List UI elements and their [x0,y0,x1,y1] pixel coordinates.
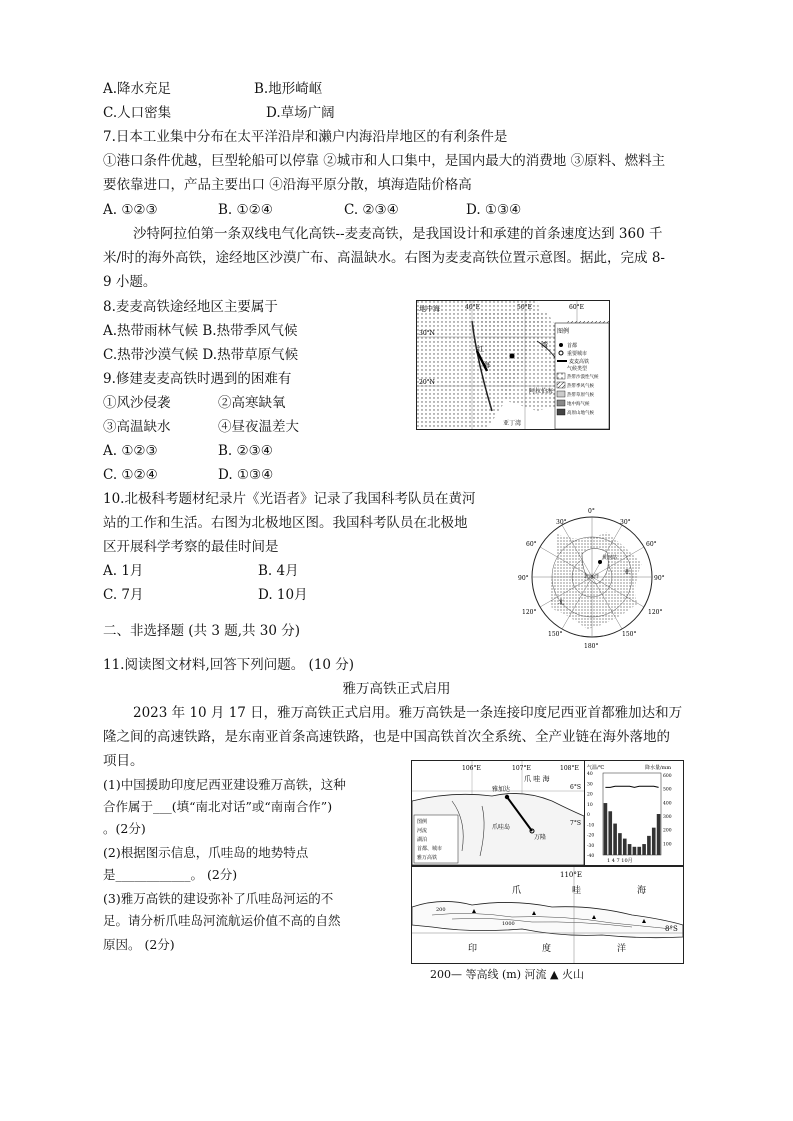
precip-bar [633,847,637,855]
q11-s3c: 原因。 (2分) [103,937,175,952]
saudi-legend-climate: 气候类型 [567,366,588,372]
temp-line [605,786,658,787]
arctic-r60: 60° [646,541,657,548]
java-legend-city: 首都、城市 [417,846,443,852]
arctic-na: 北 [558,599,565,606]
q11-s2a: (2)根据图示信息，爪哇岛的地势特点 [103,845,309,860]
q7-option-a: A. ①②③ [103,202,158,218]
arctic-l120: 120° [522,609,537,616]
arctic-station: 黄河站 [602,555,618,561]
saudi-legend-title: 图例 [557,328,570,335]
java-c200: 200 [436,907,446,913]
java-legend-lake: 湖泊 [417,837,428,843]
q8-line2: C.热带沙漠气候 D.热带草原气候 [103,347,299,363]
saudi-arabian-sea: 阿拉伯海 [529,388,554,395]
java-legend-river: 河流 [417,828,428,834]
java-legend-title: 图例 [417,819,428,825]
java-lat7: 7°S [570,820,581,827]
saudi-climate2: 热带季风气候 [567,384,594,389]
precip-tick: 300 [663,815,672,820]
java-sea-a: 爪 [512,886,522,896]
java-jakarta: 雅加达 [492,786,511,793]
q6-option-d: D.草场广阔 [266,105,335,121]
temp-tick: -20 [587,833,595,839]
q10-line1: 10.北极科考题材纪录片《光语者》记录了我国科考队员在黄河 [103,491,476,507]
saudi-lat30: 30°N [419,330,435,337]
temp-tick: -10 [587,823,595,829]
q10-option-c: C. 7月 [103,587,144,603]
java-sea-b: 哇 [572,886,582,896]
q9-option-c: C. ①②④ [103,467,158,483]
saudi-sea-label: 地中海 [419,305,440,313]
saudi-red-sea: 红 [477,345,484,353]
q10-line2: 站的工作和生活。右图为北极地区图。我国科考队员在北极地 [103,515,468,531]
saudi-persian: 湾 [541,341,548,349]
arctic-asia: 亚 [624,569,631,576]
q7-line1: ①港口条件优越，巨型轮船可以停靠 ②城市和人口集中，是国内最大的消费地 ③原料、燃料主 [103,153,666,169]
java-indian-b: 度 [542,944,552,954]
q7-option-d: D. ①③④ [466,202,522,218]
climate-precip-label: 降水量/mm [645,765,672,771]
q7-line2: 要依靠进口，产品主要出口 ④沿海平原分散，填海造陆价格高 [103,177,472,193]
java-c1000: 1000 [502,921,515,927]
q11-s1b: 合作属于___(填“南北对话”或“南南合作”) [103,799,333,814]
q11-s1a: (1)中国援助印度尼西亚建设雅万高铁，这种 [103,777,346,792]
q7-option-b: B. ①②④ [218,202,273,218]
q11-title: 雅万高铁正式启用 [342,681,451,697]
java-indian-a: 印 [468,944,478,954]
saudi-aden: 亚丁湾 [503,420,522,427]
precip-bar [637,847,641,855]
saudi-lon50: 50°E [517,304,533,311]
arctic-r90: 90° [654,575,665,582]
arctic-r150: 150° [622,631,637,638]
intro-line1: 沙特阿拉伯第一条双线电气化高铁--麦麦高铁，是我国设计和承建的首条速度达到 360 千 [133,226,663,242]
q7-option-c: C. ②③④ [344,202,399,218]
intro-line2: 米/时的海外高铁，途经地区沙漠广布、高温缺水。右图为麦麦高铁位置示意图。据此，完成 8- [103,250,665,266]
q11-s3a: (3)雅万高铁的建设弥补了爪哇岛河运的不 [103,891,334,906]
arctic-r30: 30° [620,519,631,526]
map-saudi-railway [416,300,610,430]
saudi-legend-city: 重要城市 [567,351,588,357]
precip-bar [652,828,656,855]
q9-item1: ①风沙侵袭 [103,395,171,411]
q6-option-a: A.降水充足 [103,81,172,97]
java-lon110: 110°E [560,871,582,879]
q11-s1c: 。(2分) [103,821,146,836]
java-bottom-legend: 200— 等高线 (m) 河流 ▲ 火山 [430,968,584,981]
q11-p1: 2023 年 10 月 17 日，雅万高铁正式启用。雅万高铁是一条连接印度尼西亚首都雅加达和万 [133,705,683,721]
precip-bar [657,814,661,855]
java-sea-c: 海 [637,886,647,896]
q8-line1: A.热带雨林气候 B.热带季风气候 [103,323,298,339]
temp-tick: -30 [587,843,595,849]
q9-item4: ④昼夜温差大 [218,419,299,435]
precip-tick: 100 [663,842,672,848]
java-lon106: 106°E [462,765,481,772]
java-island: 爪哇岛 [492,824,511,831]
saudi-legend-capital: 首都 [567,343,578,349]
q9-option-d: D. ①③④ [218,467,274,483]
map-java-inset [411,760,585,866]
q9-stem: 9.修建麦麦高铁时遇到的困难有 [103,371,292,387]
section2-heading: 二、非选择题 (共 3 题,共 30 分) [103,623,301,639]
q10-option-a: A. 1月 [103,563,144,579]
q11-stem: 11.阅读图文材料,回答下列问题。 (10 分) [103,657,355,673]
java-bandung: 万隆 [534,834,547,841]
q11-p3: 项目。 [103,753,144,769]
arctic-0: 0° [588,508,595,515]
arctic-l150: 150° [548,631,563,638]
q8-stem: 8.麦麦高铁途经地区主要属于 [103,299,278,315]
climate-months: 1 4 7 10月 [607,858,633,864]
intro-line3: 9 小题。 [103,274,157,290]
precip-bar [604,803,608,855]
q10-option-b: B. 4月 [258,563,299,579]
precip-bar [623,839,627,855]
arctic-ocean: 北冰洋 [584,574,600,580]
climate-temp-label: 气温/℃ [587,765,605,771]
java-lon107: 107°E [512,765,531,772]
precip-bar [628,844,632,855]
map-arctic [512,504,672,652]
java-legend-rail: 雅万高铁 [417,855,438,861]
q10-option-d: D. 10月 [258,587,308,603]
saudi-lat20: 20°N [419,379,435,386]
temp-tick: 30 [587,782,593,788]
precip-tick: 200 [663,828,672,834]
saudi-lon40: 40°E [465,304,481,311]
saudi-climate1: 热带沙漠性气候 [567,375,599,380]
temp-tick: 20 [587,792,593,798]
q9-item3: ③高温缺水 [103,419,171,435]
arctic-r120: 120° [648,609,663,616]
q11-s3b: 足。请分析爪哇岛河流航运价值不高的自然 [103,913,341,928]
q9-option-a: A. ①②③ [103,443,158,459]
precip-tick: 500 [663,787,672,793]
temp-tick: 40 [587,772,593,777]
saudi-red-sea2: 海 [483,361,490,369]
saudi-climate4: 地中海气候 [567,402,590,407]
precip-bar [618,833,622,855]
precip-tick: 600 [663,774,672,779]
q6-option-b: B.地形崎岖 [254,81,323,97]
saudi-lon60: 60°E [569,304,585,311]
q7-stem: 7.日本工业集中分布在太平洋沿岸和濑户内海沿岸地区的有利条件是 [103,129,508,145]
precip-bar [608,811,612,855]
q9-item2: ②高寒缺氧 [218,395,286,411]
precip-bar [642,844,646,855]
java-lat6: 6°S [570,784,581,791]
q9-option-b: B. ②③④ [218,443,273,459]
q11-s2b: 是____________。 (2分) [103,867,238,882]
q6-option-c: C.人口密集 [103,105,172,121]
java-indian-c: 洋 [617,944,627,954]
java-sea-top: 爪 哇 海 [524,775,550,783]
arctic-l90: 90° [518,575,529,582]
saudi-legend-rail: 麦麦高铁 [569,359,590,365]
map-java-main [411,866,684,964]
temp-tick: 0 [587,813,590,818]
arctic-l30: 30° [556,519,567,526]
arctic-l60: 60° [526,541,537,548]
saudi-climate5: 高原山地气候 [567,411,594,416]
q11-p2: 隆之间的高速铁路，是东南亚首条高速铁路，也是中国高铁首次全系统、全产业链在海外落地的 [103,729,670,745]
climate-chart [584,760,684,866]
temp-tick: -40 [587,854,595,859]
q10-line3: 区开展科学考察的最佳时间是 [103,539,279,555]
java-lat8: 8°S [665,925,678,933]
java-lon108: 108°E [560,765,579,772]
temp-tick: 10 [587,802,593,808]
precip-bar [647,836,651,855]
arctic-180: 180° [584,643,599,650]
precip-tick: 400 [663,801,672,807]
precip-bar [613,824,617,855]
saudi-climate3: 热带草原气候 [567,393,594,398]
